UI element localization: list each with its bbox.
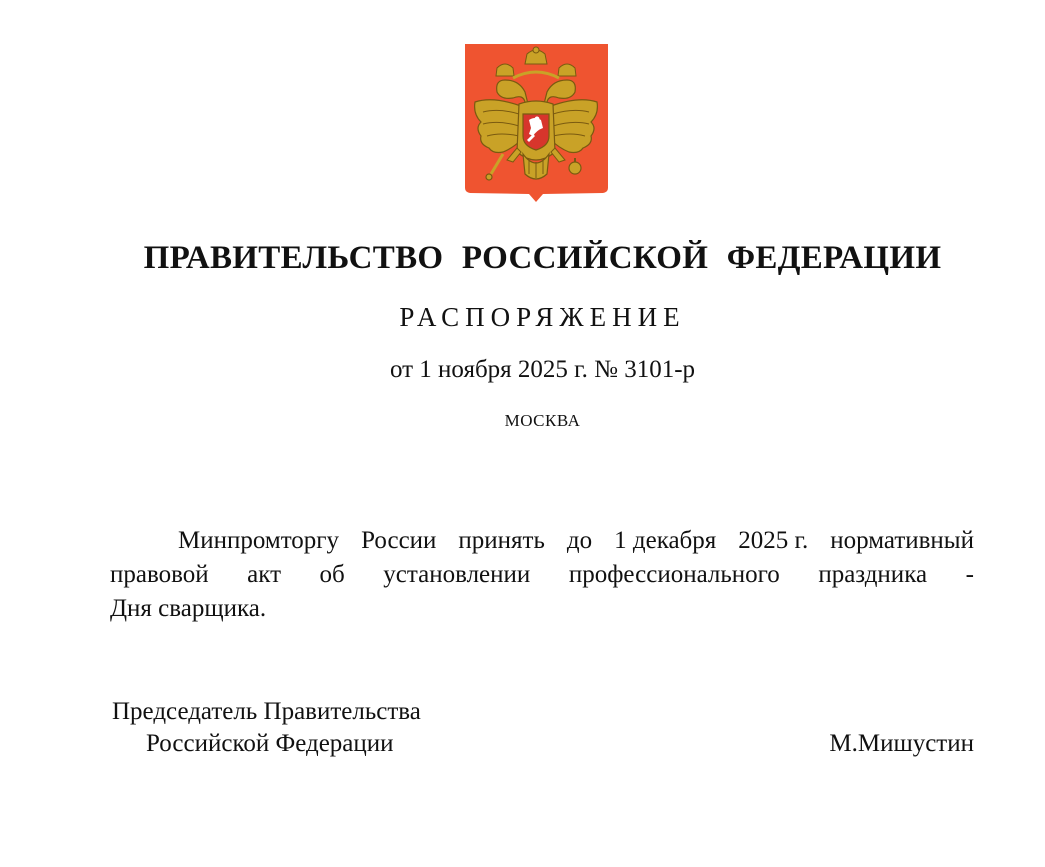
signatory-position-line-2: Российской Федерации [146, 730, 394, 757]
signatory-name: М.Мишустин [829, 730, 974, 757]
document-date-number: от 1 ноября 2025 г. № 3101-р [389, 356, 696, 383]
document-type: РАСПОРЯЖЕНИЕ [399, 302, 686, 332]
body-word: России [361, 527, 437, 554]
body-word: акт [247, 561, 281, 588]
document-body [110, 524, 974, 626]
body-word: Минпромторгу [178, 527, 340, 554]
body-word: об [319, 561, 345, 588]
body-word: принять [458, 527, 545, 554]
body-line-1 [110, 524, 974, 558]
body-word: профессионального [568, 561, 780, 588]
body-word: до [566, 527, 593, 554]
signatory-position-line-1: Председатель Правительства [112, 698, 421, 725]
russian-coat-of-arms-icon [463, 42, 610, 204]
document-city: МОСКВА [504, 411, 581, 430]
body-word: нормативный [830, 527, 974, 554]
body-line-2 [110, 558, 974, 592]
body-line-3: Дня сварщика. [110, 595, 267, 622]
body-word: правовой [110, 561, 209, 588]
body-word: - [965, 561, 974, 588]
body-word: 2025 г. [738, 527, 809, 554]
body-word: праздника [818, 561, 928, 588]
body-word: установлении [383, 561, 531, 588]
body-word: 1 декабря [614, 527, 717, 554]
government-title: ПРАВИТЕЛЬСТВО РОССИЙСКОЙ ФЕДЕРАЦИИ [143, 240, 942, 276]
